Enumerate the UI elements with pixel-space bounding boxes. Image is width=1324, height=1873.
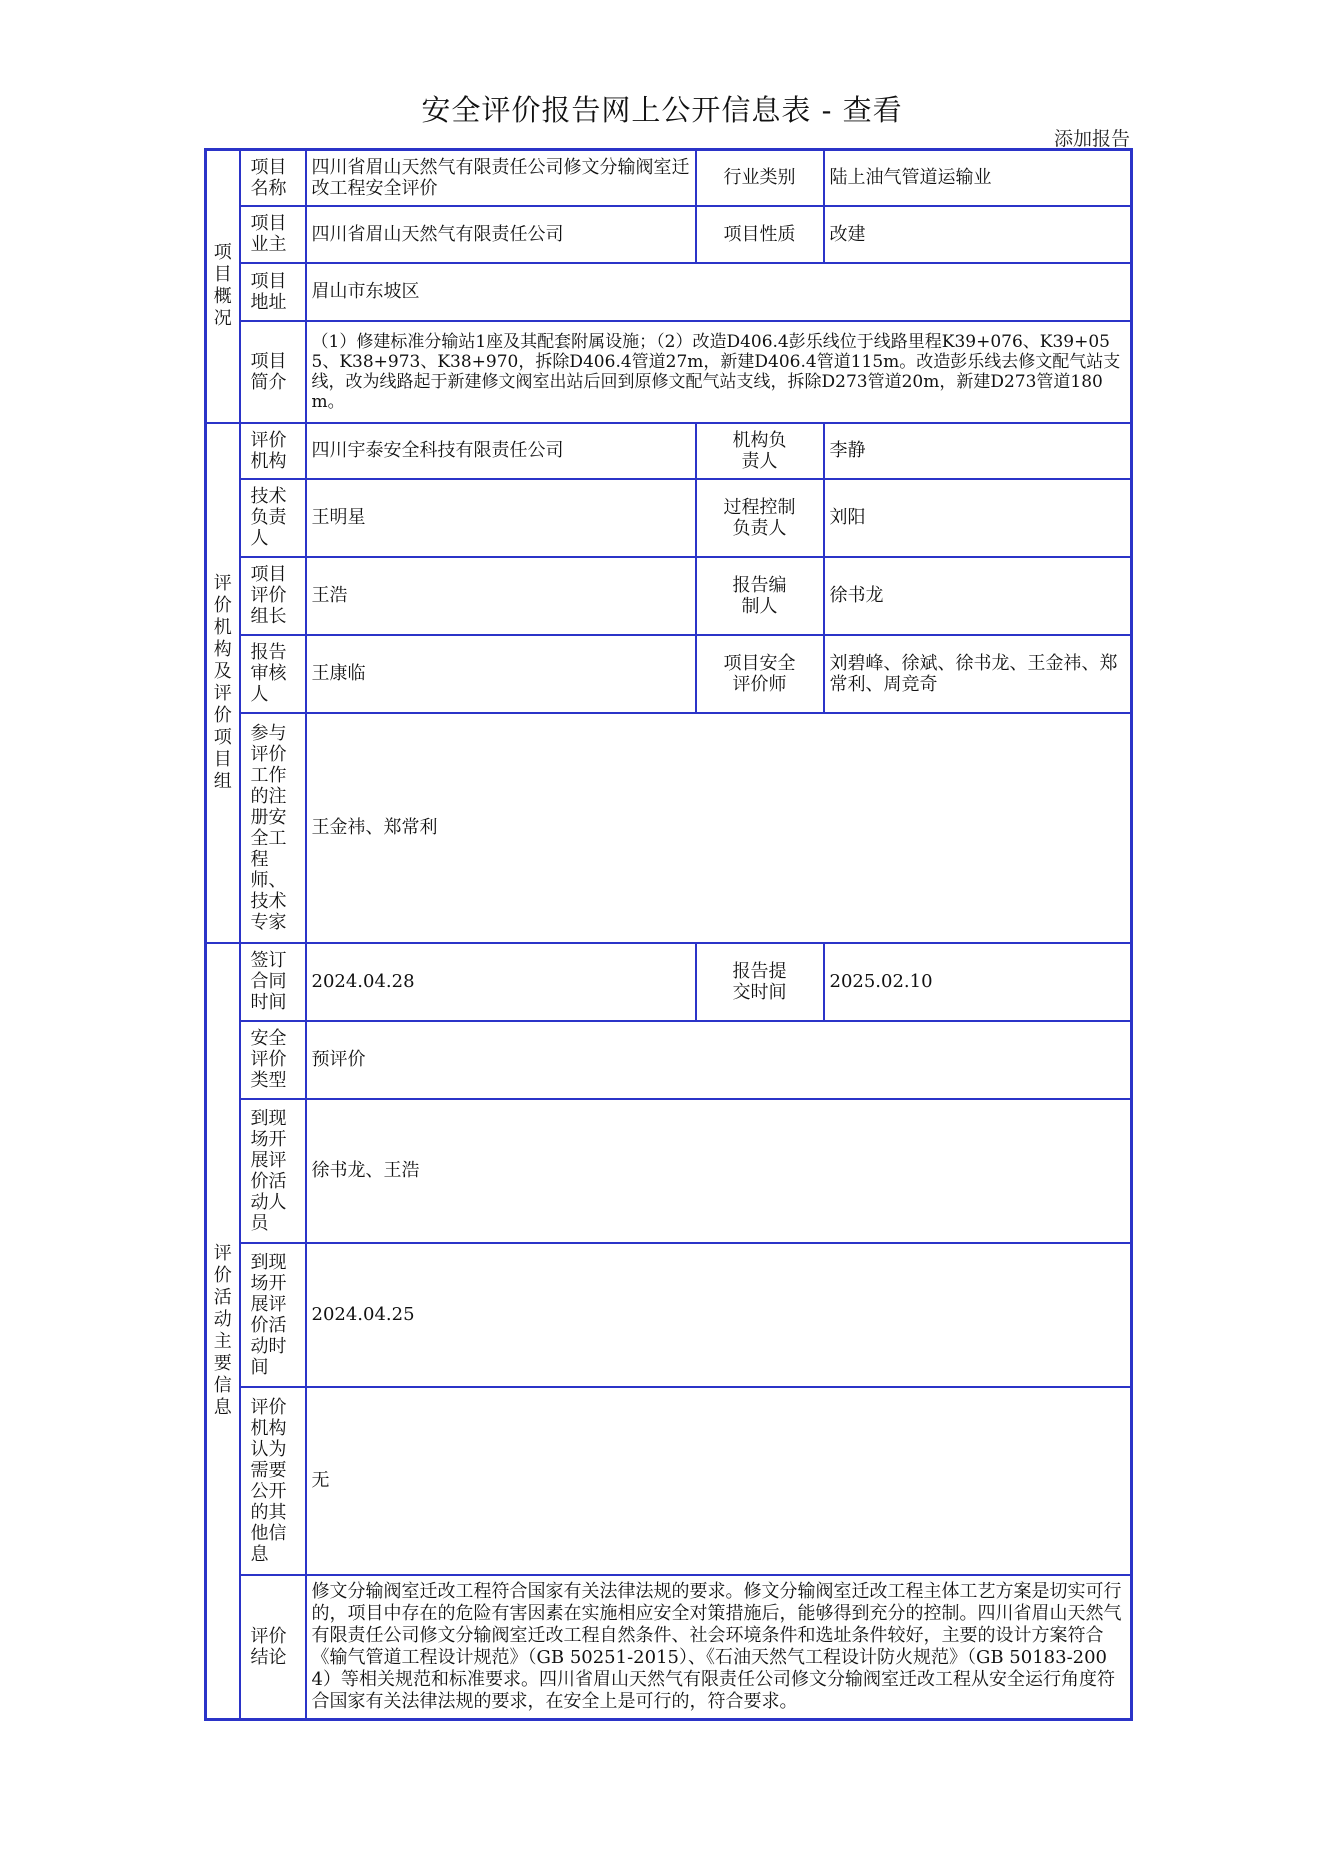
section-overview: 项目概况 <box>206 150 240 423</box>
tech-lead-label: 技术负责人 <box>240 479 306 557</box>
other-info-value: 无 <box>306 1387 1132 1575</box>
owner-label: 项目业主 <box>240 206 306 263</box>
info-table <box>204 148 1133 1721</box>
industry-value: 陆上油气管道运输业 <box>824 150 1132 206</box>
nature-label: 项目性质 <box>696 206 824 263</box>
summary-value: （1）修建标准分输站1座及其配套附属设施；（2）改造D406.4彭乐线位于线路里程K39+076、K39+055、K38+973、K38+970，拆除D406.4管道27m，新建D406.4管道115m。改造彭乐线去修文配气站支线，改为线路起于新建修文阀室出站后回到原修文配气站支线，拆除D273管道20m，新建D273管道180m。 <box>306 321 1132 423</box>
site-staff-value: 徐书龙、王浩 <box>306 1099 1132 1243</box>
table-row <box>206 1021 1132 1099</box>
section-activity: 评价活动主要信息 <box>206 943 240 1720</box>
add-report-link[interactable]: 添加报告 <box>1053 128 1130 150</box>
table-row <box>206 713 1132 943</box>
project-name: 四川省眉山天然气有限责任公司修文分输阀室迁改工程安全评价 <box>306 150 696 206</box>
table-row <box>206 1243 1132 1387</box>
reviewer-value: 王康临 <box>306 635 696 713</box>
conclusion-label: 评价结论 <box>240 1575 306 1720</box>
other-info-label: 评价机构认为需要公开的其他信息 <box>240 1387 306 1575</box>
table-row <box>206 263 1132 321</box>
table-row <box>206 943 1132 1021</box>
site-staff-label: 到现场开展评价活动人员 <box>240 1099 306 1243</box>
project-name-label: 项目名称 <box>240 150 306 206</box>
address-label: 项目地址 <box>240 263 306 321</box>
nature-value: 改建 <box>824 206 1132 263</box>
contract-date-value: 2024.04.28 <box>306 943 696 1021</box>
agency-value: 四川宇泰安全科技有限责任公司 <box>306 423 696 479</box>
agency-head-label: 机构负责人 <box>696 423 824 479</box>
tech-lead-value: 王明星 <box>306 479 696 557</box>
summary-label: 项目简介 <box>240 321 306 423</box>
contract-date-label: 签订合同时间 <box>240 943 306 1021</box>
agency-head-value: 李静 <box>824 423 1132 479</box>
process-lead-value: 刘阳 <box>824 479 1132 557</box>
address-value: 眉山市东坡区 <box>306 263 1132 321</box>
owner-value: 四川省眉山天然气有限责任公司 <box>306 206 696 263</box>
agency-label: 评价机构 <box>240 423 306 479</box>
experts-label: 参与评价工作的注册安全工程师、技术专家 <box>240 713 306 943</box>
site-time-label: 到现场开展评价活动时间 <box>240 1243 306 1387</box>
table-row <box>206 1575 1132 1720</box>
conclusion-value: 修文分输阀室迁改工程符合国家有关法律法规的要求。修文分输阀室迁改工程主体工艺方案是切实可行的，项目中存在的危险有害因素在实施相应安全对策措施后，能够得到充分的控制。四川省眉山天然气有限责任公司修文分输阀室迁改工程自然条件、社会环境条件和选址条件较好，主要的设计方案符合《输气管道工程设计规范》（GB 50251-2015）、《石油天然气工程设计防火规范》（GB 50183-2004）等相关规范和标准要求。四川省眉山天然气有限责任公司修文分输阀室迁改工程从安全运行角度符合国家有关法律法规的要求，在安全上是可行的，符合要求。 <box>306 1575 1132 1720</box>
table-row <box>206 321 1132 423</box>
page-title: 安全评价报告网上公开信息表 - 查看 <box>421 93 903 127</box>
assessors-value: 刘碧峰、徐斌、徐书龙、王金祎、郑常利、周竞奇 <box>824 635 1132 713</box>
table-row <box>206 1099 1132 1243</box>
experts-value: 王金祎、郑常利 <box>306 713 1132 943</box>
eval-type-label: 安全评价类型 <box>240 1021 306 1099</box>
team-leader-value: 王浩 <box>306 557 696 635</box>
team-leader-label: 项目评价组长 <box>240 557 306 635</box>
process-lead-label: 过程控制负责人 <box>696 479 824 557</box>
reviewer-label: 报告审核人 <box>240 635 306 713</box>
report-author-label: 报告编制人 <box>696 557 824 635</box>
site-time-value: 2024.04.25 <box>306 1243 1132 1387</box>
table-row <box>206 635 1132 713</box>
table-row <box>206 1387 1132 1575</box>
industry-label: 行业类别 <box>696 150 824 206</box>
table-row <box>206 206 1132 263</box>
assessors-label: 项目安全评价师 <box>696 635 824 713</box>
submit-date-label: 报告提交时间 <box>696 943 824 1021</box>
eval-type-value: 预评价 <box>306 1021 1132 1099</box>
submit-date-value: 2025.02.10 <box>824 943 1132 1021</box>
table-row <box>206 479 1132 557</box>
table-row <box>206 150 1132 206</box>
section-org: 评价机构及评价项目组 <box>206 423 240 943</box>
report-author-value: 徐书龙 <box>824 557 1132 635</box>
table-row <box>206 423 1132 479</box>
table-row <box>206 557 1132 635</box>
